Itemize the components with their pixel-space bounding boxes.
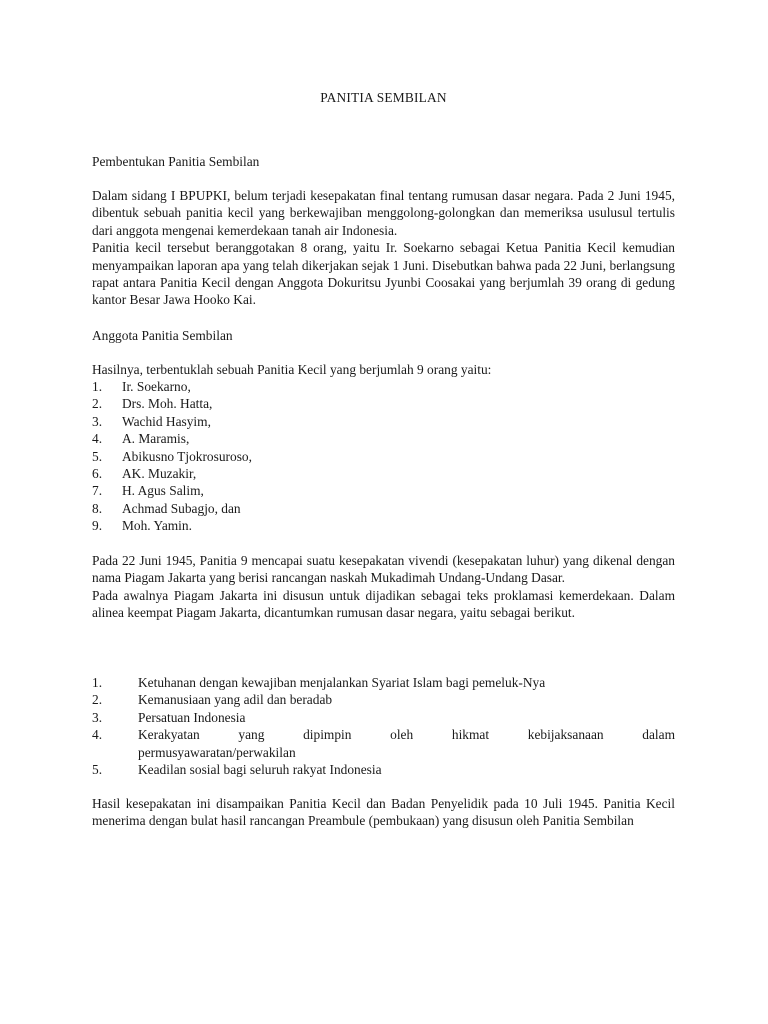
list-number: 1. (92, 675, 103, 690)
member-name: H. Agus Salim, (122, 483, 204, 499)
list-number: 2. (92, 396, 103, 412)
principle-text: Kerakyatan yang dipimpin oleh hikmat kebijaksanaan dalam (138, 727, 675, 743)
list-item (92, 465, 675, 482)
list-item (92, 395, 675, 412)
list-number: 2. (92, 692, 103, 708)
member-name: Achmad Subagjo, dan (122, 500, 241, 516)
list-item (92, 413, 675, 430)
list-item (92, 430, 675, 447)
document-title: PANITIA SEMBILAN (320, 90, 447, 105)
list-number: 3. (92, 709, 103, 725)
member-name: Wachid Hasyim, (122, 413, 211, 429)
list-item (92, 378, 675, 395)
section-heading-pembentukan: Pembentukan Panitia Sembilan (92, 154, 260, 169)
principle-text: Kemanusiaan yang adil dan beradab (138, 692, 333, 708)
paragraph: Dalam sidang I BPUPKI, belum terjadi kesepakatan final tentang rumusan dasar negara. Pada 2 Juni 1945, dibentuk sebuah panitia kecil yang berkewajiban menggolong-golongkan dan memeriksa usulusul tertulis dari anggota mengenai kemerdekaan tanah air Indonesia. (92, 188, 675, 238)
list-item (92, 709, 675, 726)
member-name: Drs. Moh. Hatta, (122, 396, 213, 412)
list-item (92, 500, 675, 517)
paragraph: Hasilnya, terbentuklah sebuah Panitia Kecil yang berjumlah 9 orang yaitu: (92, 362, 492, 377)
list-number: 4. (92, 431, 103, 447)
list-number: 7. (92, 483, 103, 499)
piagam-jakarta-body (92, 552, 675, 622)
principle-text: Ketuhanan dengan kewajiban menjalankan Syariat Islam bagi pemeluk-Nya (138, 675, 546, 690)
closing-paragraph (92, 795, 675, 830)
principles-list (92, 674, 675, 778)
principle-text-continued: permusyawaratan/perwakilan (138, 744, 296, 760)
list-item (92, 761, 675, 778)
principle-text: Keadilan sosial bagi seluruh rakyat Indonesia (138, 762, 382, 778)
list-item (92, 726, 675, 761)
member-name: AK. Muzakir, (122, 465, 197, 481)
list-number: 3. (92, 413, 103, 429)
paragraph: Panitia kecil tersebut beranggotakan 8 orang, yaitu Ir. Soekarno sebagai Ketua Panitia Kecil kemudian menyampaikan laporan apa yang telah dikerjakan sejak 1 Juni. Disebutkan bahwa pada 22 Juni, berlangsung rapat antara Panitia Kecil dengan Anggota Dokuritsu Jyunbi Coosakai yang berjumlah 39 orang di gedung kantor Besar Jawa Hooko Kai. (92, 240, 675, 308)
list-item (92, 674, 675, 691)
paragraph: Pada 22 Juni 1945, Panitia 9 mencapai suatu kesepakatan vivendi (kesepakatan luhur) yang dikenal dengan nama Piagam Jakarta yang berisi rancangan naskah Mukadimah Undang-Undang Dasar. (92, 553, 675, 586)
paragraph: Hasil kesepakatan ini disampaikan Panitia Kecil dan Badan Penyelidik pada 10 Juli 1945. Panitia Kecil menerima dengan bulat hasil rancangan Preambule (pembukaan) yang disusun oleh Panitia Sembilan (92, 796, 675, 829)
members-intro (92, 361, 675, 378)
member-name: A. Maramis, (122, 431, 190, 447)
principle-text: Persatuan Indonesia (138, 709, 246, 725)
list-item (92, 482, 675, 499)
member-name: Abikusno Tjokrosuroso, (122, 448, 252, 464)
list-number: 8. (92, 500, 103, 516)
list-number: 9. (92, 518, 103, 534)
list-item (92, 448, 675, 465)
list-item (92, 517, 675, 534)
list-item (92, 691, 675, 708)
member-name: Moh. Yamin. (122, 518, 192, 534)
section-pembentukan-body (92, 187, 675, 309)
list-number: 4. (92, 727, 103, 743)
list-number: 1. (92, 379, 103, 394)
list-number: 6. (92, 465, 103, 481)
member-name: Ir. Soekarno, (122, 379, 191, 394)
section-heading-anggota: Anggota Panitia Sembilan (92, 328, 233, 343)
members-list (92, 378, 675, 535)
list-number: 5. (92, 762, 103, 778)
list-number: 5. (92, 448, 103, 464)
paragraph: Pada awalnya Piagam Jakarta ini disusun untuk dijadikan sebagai teks proklamasi kemerdekaan. Dalam alinea keempat Piagam Jakarta, dicantumkan rumusan dasar negara, yaitu sebagai berikut. (92, 587, 675, 621)
